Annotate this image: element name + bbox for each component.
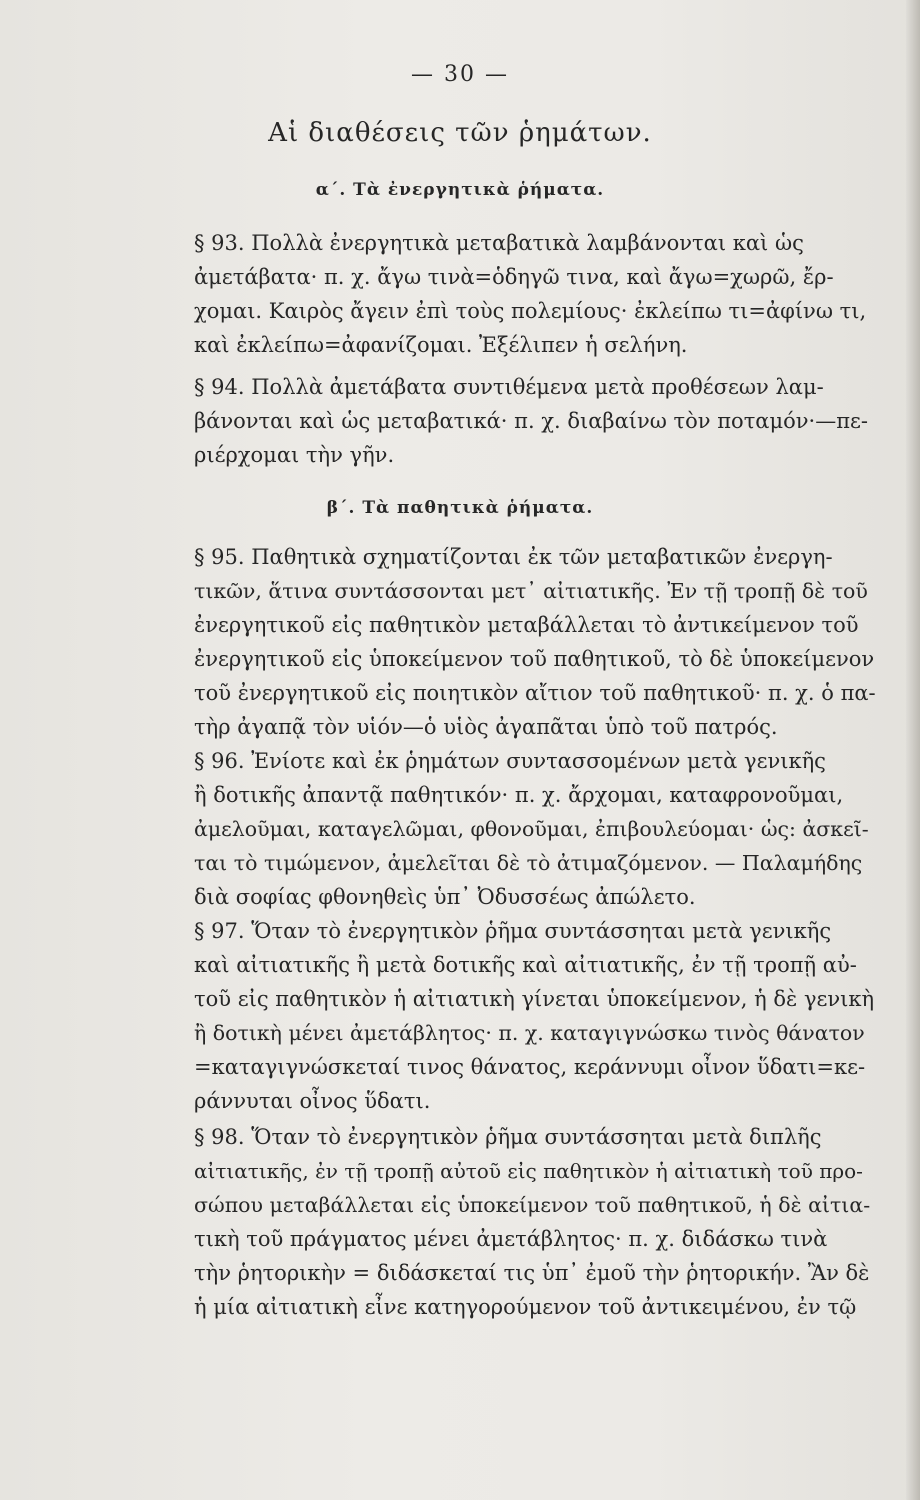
text-line: τοῦ ἐνεργητικοῦ εἰς ποιητικὸν αἴτιον τοῦ παθητικοῦ· π. χ. ὁ πα- [194,681,876,705]
section-title-active-verbs: α΄. Τὰ ἐνεργητικὰ ῥήματα. [315,180,605,200]
text-line: καὶ αἰτιατικῆς ἢ μετὰ δοτικῆς καὶ αἰτιατικῆς, ἐν τῇ τροπῇ αὐ- [194,953,857,977]
text-line: ἢ δοτικῆς ἀπαντᾷ παθητικόν· π. χ. ἄρχομαι, καταφρονοῦμαι, [194,783,844,807]
text-line: =καταγιγνώσκεταί τινος θάνατος, κεράννυμι οἶνον ὕδατι=κε- [194,1055,866,1079]
text-line: ἀμελοῦμαι, καταγελῶμαι, φθονοῦμαι, ἐπιβουλεύομαι· ὡς: ἀσκεῖ- [194,817,869,841]
paragraph-97 [146,914,878,1118]
page-number: — 30 — [411,62,509,87]
text-line: § 93. Πολλὰ ἐνεργητικὰ μεταβατικὰ λαμβάνονται καὶ ὡς [194,231,804,255]
text-line: ἢ δοτικὴ μένει ἀμετάβλητος· π. χ. καταγιγνώσκω τινὸς θάνατον [194,1021,865,1045]
text-line: καὶ ἐκλείπω=ἀφανίζομαι. Ἐξέλιπεν ἡ σελήνη. [194,333,688,357]
text-line: τοῦ εἰς παθητικὸν ἡ αἰτιατικὴ γίνεται ὑποκείμενον, ἡ δὲ γενικὴ [194,987,875,1011]
text-line: § 94. Πολλὰ ἀμετάβατα συντιθέμενα μετὰ προθέσεων λαμ- [194,375,824,399]
paragraph-94 [146,370,878,472]
text-line: § 97. Ὅταν τὸ ἐνεργητικὸν ῥῆμα συντάσσηται μετὰ γενικῆς [194,919,832,943]
paragraph-98 [146,1120,878,1324]
text-line: § 96. Ἐνίοτε καὶ ἐκ ῥημάτων συντασσομένων μετὰ γενικῆς [194,749,826,773]
text-line: ται τὸ τιμώμενον, ἀμελεῖται δὲ τὸ ἀτιμαζόμενον. — Παλαμήδης [194,851,863,875]
paragraph-93 [146,226,878,362]
text-line: τὴρ ἀγαπᾷ τὸν υἱόν—ὁ υἱὸς ἀγαπᾶται ὑπὸ τοῦ πατρός. [194,715,778,739]
text-line: ράννυται οἶνος ὕδατι. [194,1089,431,1113]
text-line: βάνονται καὶ ὡς μεταβατικά· π. χ. διαβαίνω τὸν ποταμόν·—πε- [194,409,868,433]
text-line: ριέρχομαι τὴν γῆν. [194,443,395,467]
text-line: χομαι. Καιρὸς ἄγειν ἐπὶ τοὺς πολεμίους· ἐκλείπω τι=ἀφίνω τι, [194,299,867,323]
text-line: σώπου μεταβάλλεται εἰς ὑποκείμενον τοῦ παθητικοῦ, ἡ δὲ αἰτια- [194,1193,871,1217]
text-line: αἰτιατικῆς, ἐν τῇ τροπῇ αὐτοῦ εἰς παθητικὸν ἡ αἰτιατικὴ τοῦ προ- [194,1159,863,1183]
text-line: τικῶν, ἅτινα συντάσσονται μετ᾽ αἰτιατικῆς. Ἐν τῇ τροπῇ δὲ τοῦ [194,579,868,603]
section-title-passive-verbs: β΄. Τὰ παθητικὰ ῥήματα. [326,498,594,518]
text-line: ἀμετάβατα· π. χ. ἄγω τινὰ=ὁδηγῶ τινα, καὶ ἄγω=χωρῶ, ἔρ- [194,265,834,289]
text-line: τικὴ τοῦ πράγματος μένει ἀμετάβλητος· π. χ. διδάσκω τινὰ [194,1227,828,1251]
paragraph-95 [146,540,878,744]
text-line: § 98. Ὅταν τὸ ἐνεργητικὸν ῥῆμα συντάσσηται μετὰ διπλῆς [194,1125,822,1149]
text-line: διὰ σοφίας φθονηθεὶς ὑπ᾽ Ὀδυσσέως ἀπώλετο. [194,885,696,909]
page-edge-shadow [906,0,920,1500]
chapter-title: Αἱ διαθέσεις τῶν ῥημάτων. [268,118,652,148]
text-line: ἐνεργητικοῦ εἰς παθητικὸν μεταβάλλεται τὸ ἀντικείμενον τοῦ [194,613,859,637]
text-line: τὴν ῥητορικὴν = διδάσκεταί τις ὑπ᾽ ἐμοῦ τὴν ῥητορικήν. Ἂν δὲ [194,1261,870,1285]
text-line: ἐνεργητικοῦ εἰς ὑποκείμενον τοῦ παθητικοῦ, τὸ δὲ ὑποκείμενον [194,647,875,671]
text-line: ἡ μία αἰτιατικὴ εἶνε κατηγορούμενον τοῦ ἀντικειμένου, ἐν τῷ [194,1295,857,1319]
text-line: § 95. Παθητικὰ σχηματίζονται ἐκ τῶν μεταβατικῶν ἐνεργη- [194,545,833,569]
paragraph-96 [146,744,878,914]
